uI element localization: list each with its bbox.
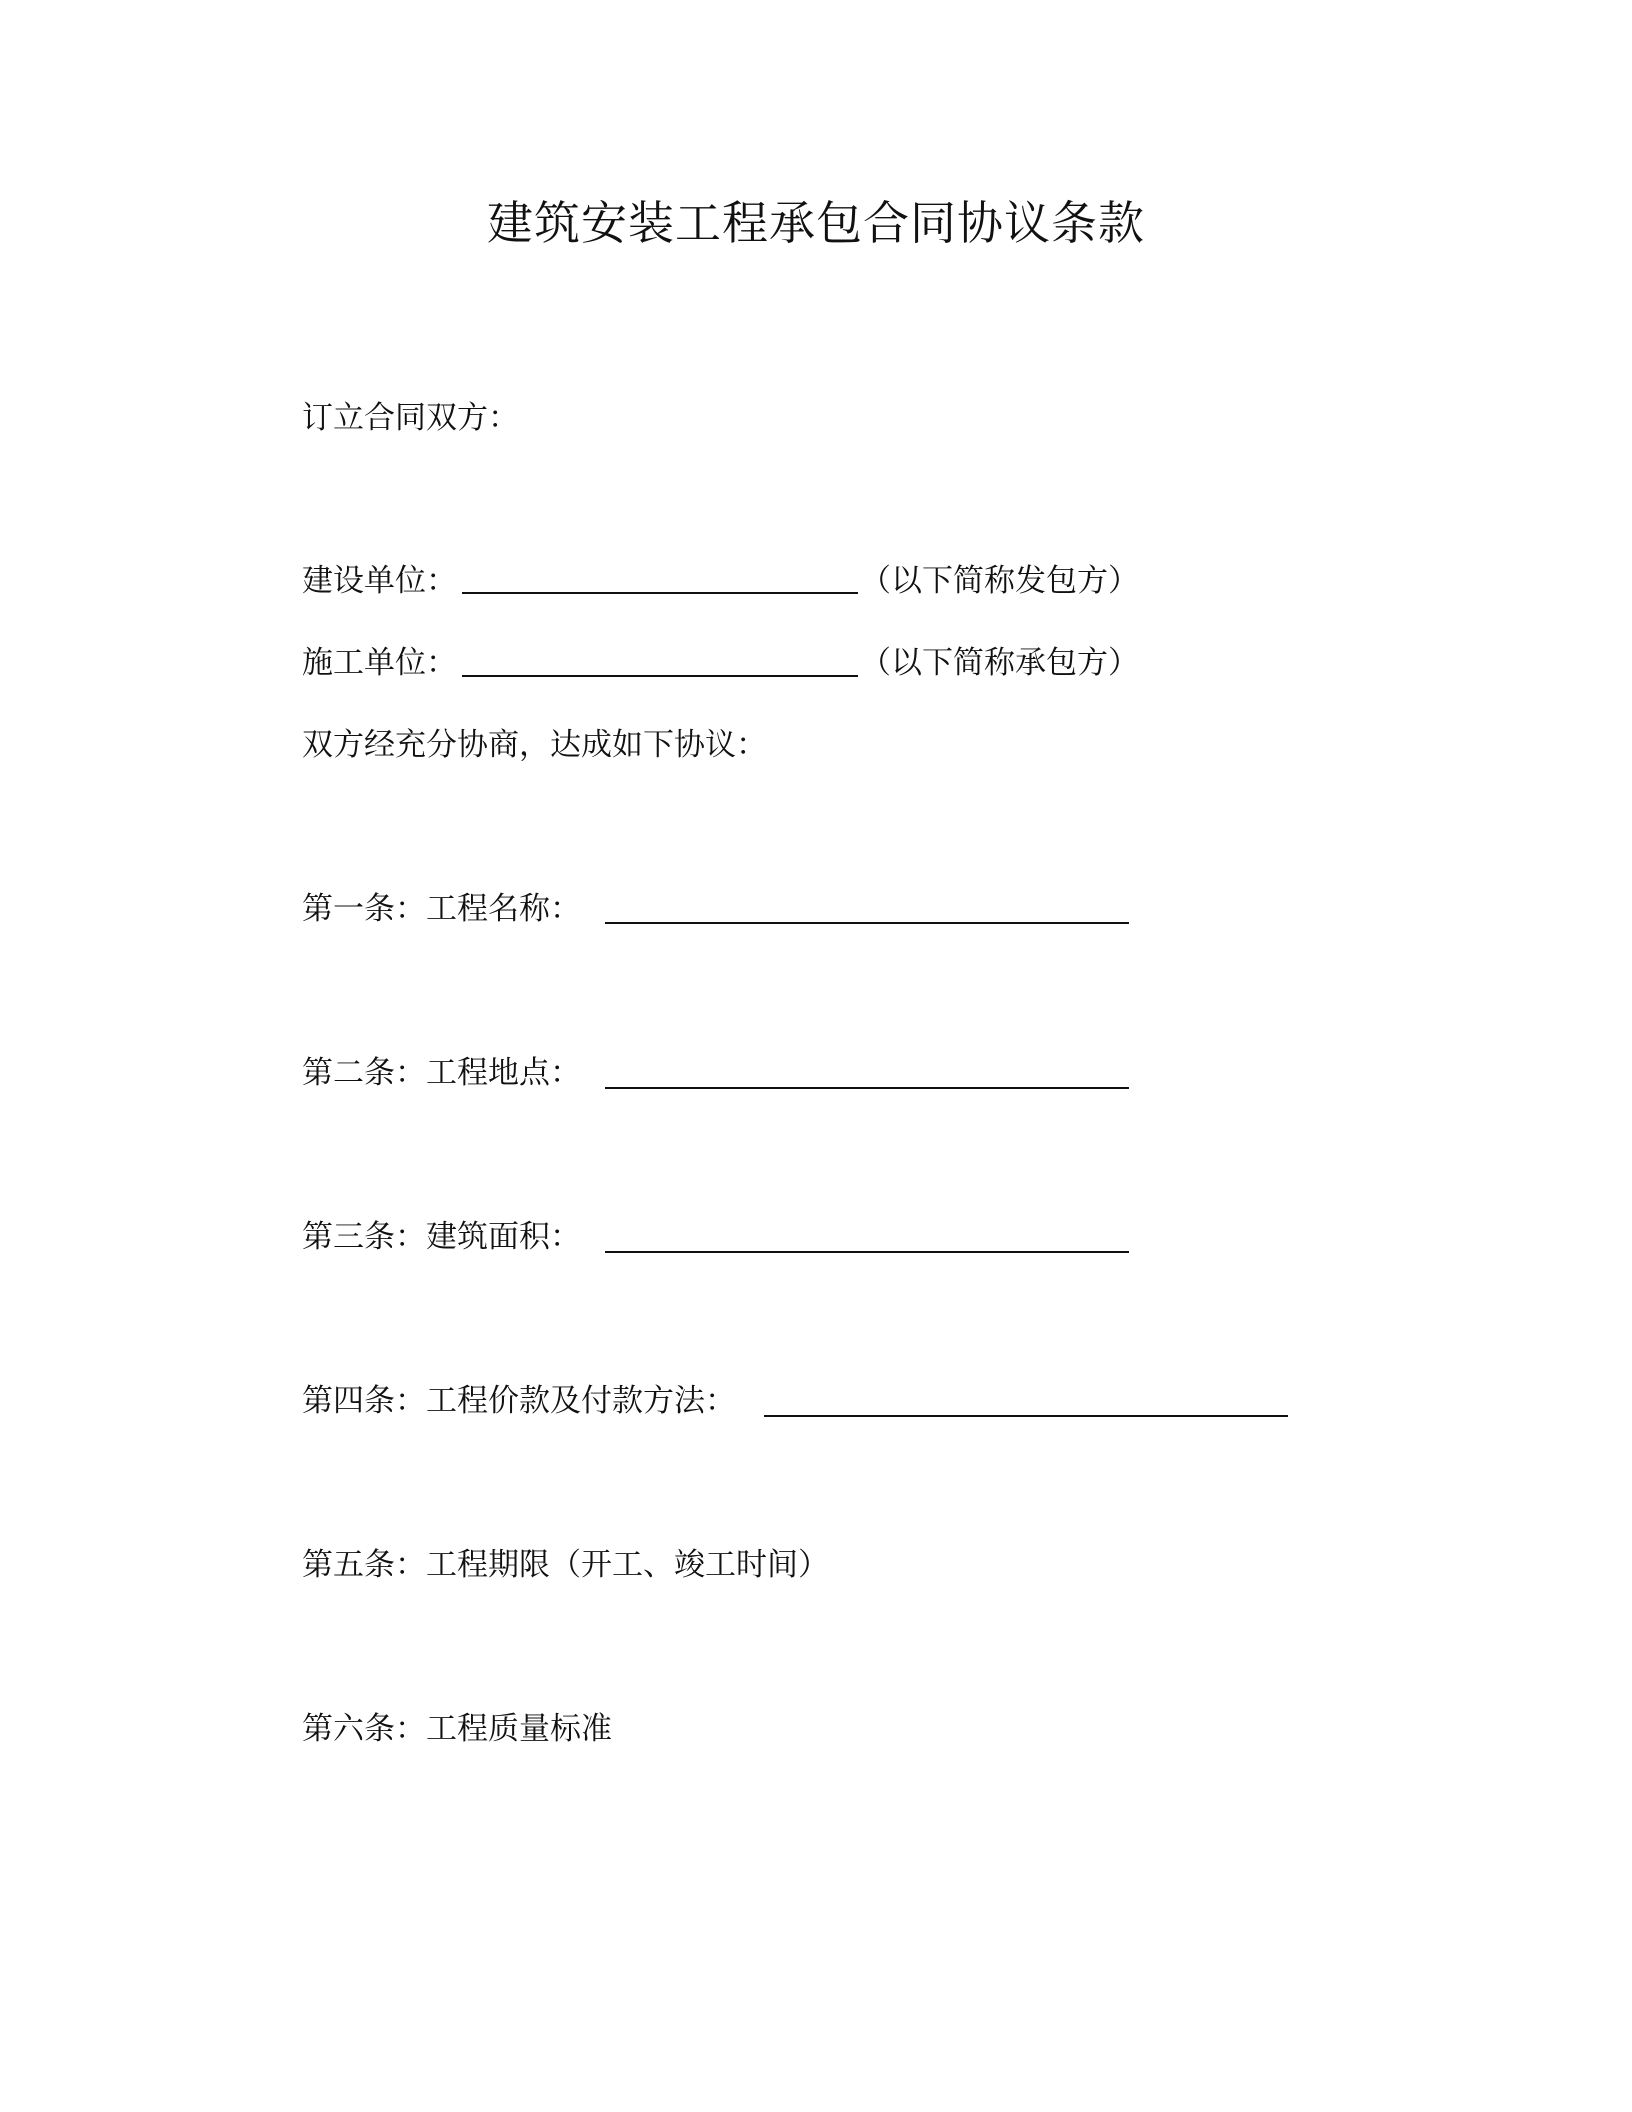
article-3-label: 第三条：建筑面积：: [302, 1219, 581, 1255]
article-2-label: 第二条：工程地点：: [302, 1055, 581, 1091]
agreement-intro: 双方经充分协商，达成如下协议：: [302, 727, 767, 763]
article-5-label: 第五条：工程期限（开工、竣工时间）: [302, 1547, 829, 1583]
contractor-name-field[interactable]: [462, 675, 858, 677]
article-2-field[interactable]: [605, 1087, 1129, 1089]
contractor-note: （以下简称承包方）: [860, 645, 1139, 681]
article-4-field[interactable]: [764, 1415, 1288, 1417]
parties-heading: 订立合同双方：: [302, 400, 519, 436]
contractor-label: 施工单位：: [302, 645, 457, 681]
employer-note: （以下简称发包方）: [860, 563, 1139, 599]
article-6-label: 第六条：工程质量标准: [302, 1711, 612, 1747]
article-1-label: 第一条：工程名称：: [302, 891, 581, 927]
article-1-field[interactable]: [605, 922, 1129, 924]
employer-label: 建设单位：: [302, 563, 457, 599]
document-title: 建筑安装工程承包合同协议条款: [487, 196, 1145, 250]
article-3-field[interactable]: [605, 1251, 1129, 1253]
employer-name-field[interactable]: [462, 592, 858, 594]
article-4-label: 第四条：工程价款及付款方法：: [302, 1383, 736, 1419]
